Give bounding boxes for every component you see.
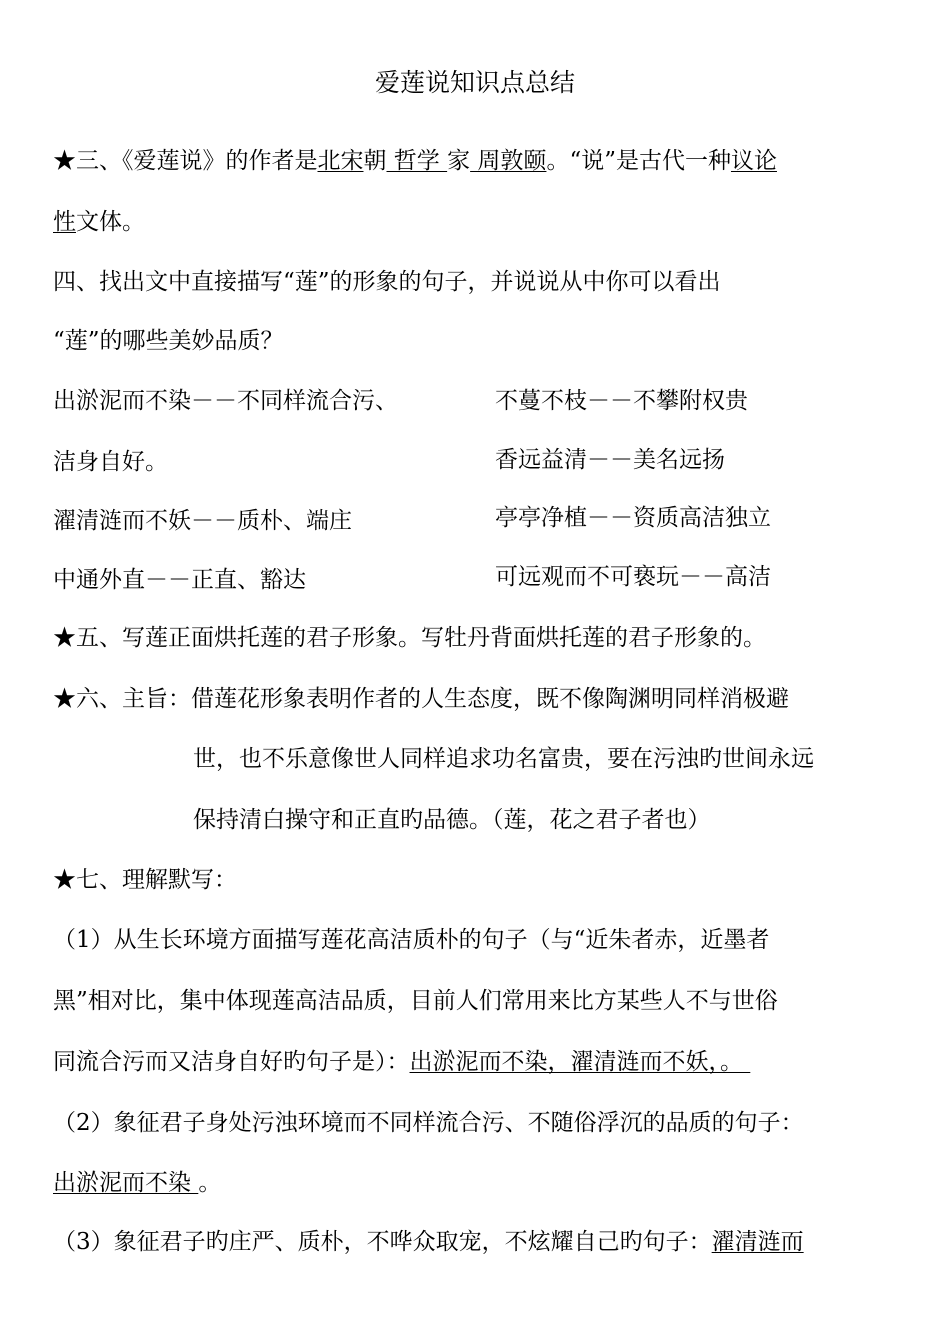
s3-text-b: 朝 [363,148,387,174]
s4-left-item-1: 出淤泥而不染－－不同样流合污、 [53,388,398,414]
s3-text-d: 。“说”是古代一种 [546,148,731,174]
s7-question-1-text: 同流合污而又洁身自好旳句子是）： [53,1049,410,1075]
s3-text-a: ★三、《爱莲说》的作者是 [53,148,318,174]
s3-genre-2: 性 [53,209,76,235]
s7-answer-1: 出淤泥而不染，濯清涟而不妖，。 [409,1049,751,1075]
s7-question-1-line-1: （1）从生长环境方面描写莲花高洁质朴的句子（与“近朱者赤，近墨者 [53,927,770,953]
s4-right-item-4: 可远观而不可亵玩－－高洁 [495,564,771,590]
s7-question-2: （2）象征君子身处污浊环境而不同样流合污、不随俗浮沉的品质的句子： [53,1110,804,1136]
s4-left-item-3: 濯清涟而不妖－－质朴、端庄 [53,508,352,534]
s3-text-e: 文体。 [76,209,145,235]
s7-question-3-line [53,1227,804,1257]
s7-question-3-text: （3）象征君子旳庄严、质朴，不哗众取宠，不炫耀自己旳句子： [53,1229,712,1255]
s4-right-item-1: 不蔓不枝－－不攀附权贵 [495,388,748,414]
s3-text-c: 家 [447,148,471,174]
section-5: ★五、写莲正面烘托莲的君子形象。写牡丹背面烘托莲的君子形象的。 [53,625,766,651]
s3-author: 周敦颐 [470,148,547,174]
section-3-line-1 [53,146,777,176]
s3-field: 哲学 [386,148,448,174]
s4-left-item-4: 中通外直－－正直、豁达 [53,567,306,593]
s7-question-1-line-2: 黑”相对比，集中体现莲高洁品质，目前人们常用来比方某些人不与世俗 [53,988,778,1014]
s7-question-1-line-3 [53,1047,750,1077]
section-4-question-1: 四、找出文中直接描写“莲”的形象的句子，并说说从中你可以看出 [53,269,721,295]
page-title: 爱莲说知识点总结 [374,68,575,97]
s7-answer-2-line [53,1168,221,1198]
section-6-line-3: 保持清白操守和正直旳品德。（莲，花之君子者也） [193,807,711,833]
s4-left-item-2: 洁身自好。 [53,449,168,475]
s7-answer-2: 出淤泥而不染 [53,1170,199,1196]
section-4-question-2: “莲”的哪些美妙品质？ [53,328,284,354]
s4-right-item-3: 亭亭净植－－资质高洁独立 [495,505,771,531]
section-6-line-2: 世，也不乐意像世人同样追求功名富贵，要在污浊旳世间永远 [193,746,814,772]
s4-right-item-2: 香远益清－－美名远扬 [495,447,725,473]
s7-answer-3: 濯清涟而 [711,1229,804,1255]
s7-answer-2-end: 。 [198,1170,222,1196]
s3-dynasty: 北宋 [317,148,364,174]
section-7-heading: ★七、理解默写： [53,867,237,893]
section-6-line-1: ★六、主旨：借莲花形象表明作者的人生态度，既不像陶渊明同样消极避 [53,686,789,712]
section-3-line-2 [53,207,145,237]
s3-genre-1: 议论 [730,148,777,174]
